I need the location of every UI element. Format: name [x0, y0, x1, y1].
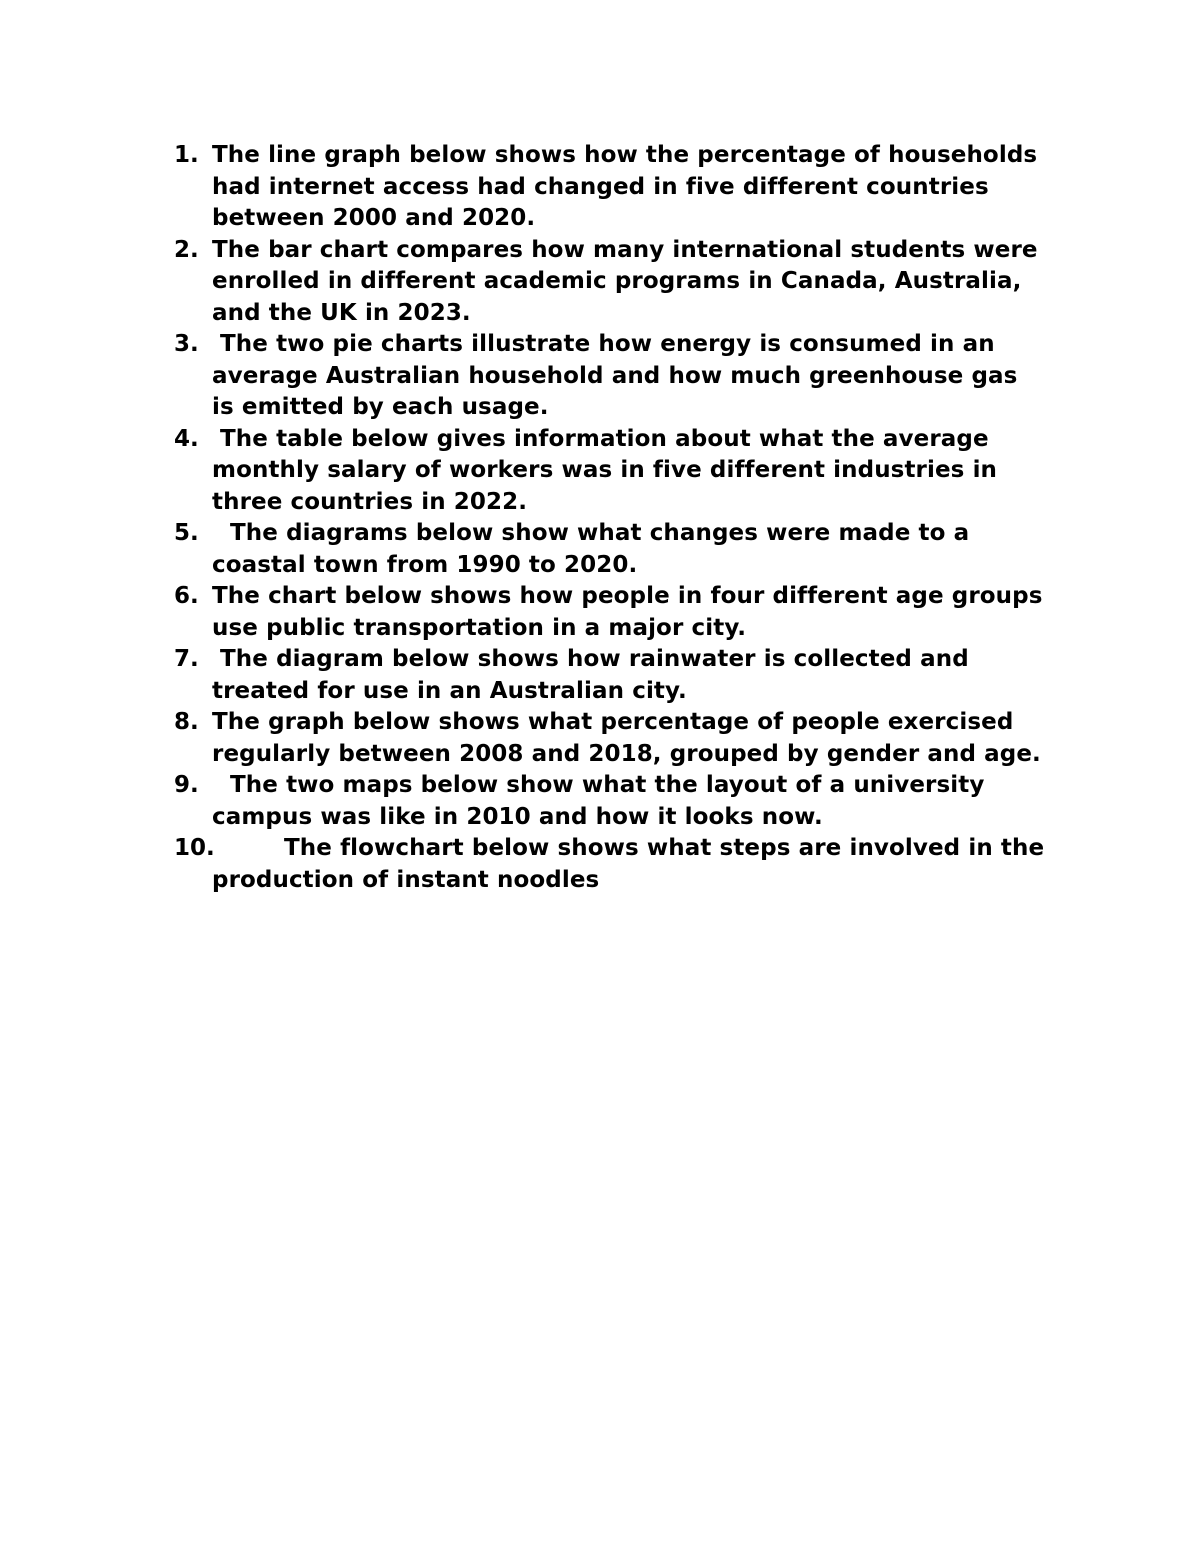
list-item [174, 770, 1074, 833]
list-item-number: 8. [174, 709, 199, 735]
list-item-text: The diagrams below show what changes were made to a coastal town from 1990 to 2020. [212, 520, 970, 578]
list-item-text: The bar chart compares how many international students were enrolled in different academic programs in Canada, Australia, and the UK in 2023. [212, 236, 1038, 326]
list-item [174, 235, 1074, 330]
list-item-text: The diagram below shows how rainwater is collected and treated for use in an Australian city. [212, 646, 969, 704]
list-item [174, 707, 1074, 770]
list-item-number: 9. [174, 772, 199, 798]
task-list [174, 140, 1074, 896]
list-item-number: 10. [174, 835, 215, 861]
list-item [174, 833, 1074, 896]
list-item-text: The line graph below shows how the percentage of households had internet access had changed in five different countries between 2000 and 2020. [212, 142, 1038, 231]
list-item-text: The graph below shows what percentage of people exercised regularly between 2008 and 2018, grouped by gender and age. [212, 709, 1041, 767]
list-item-text: The chart below shows how people in four different age groups use public transportation in a major city. [212, 583, 1043, 641]
list-item-number: 1. [174, 142, 199, 168]
list-item-text: The two pie charts illustrate how energy is consumed in an average Australian household and how much greenhouse gas is emitted by each usage. [212, 331, 1018, 420]
list-item-number: 3. [174, 331, 199, 357]
list-item-number: 5. [174, 520, 199, 546]
list-item [174, 424, 1074, 519]
list-item-number: 7. [174, 646, 199, 672]
list-item [174, 140, 1074, 235]
list-item [174, 329, 1074, 424]
list-item [174, 518, 1074, 581]
list-item-text: The table below gives information about what the average monthly salary of workers was in five different industries in three countries in 2022. [212, 425, 998, 515]
list-item-number: 4. [174, 425, 199, 452]
list-item-number: 2. [174, 236, 199, 263]
list-item-text: The flowchart below shows what steps are involved in the production of instant noodles [212, 835, 1045, 893]
list-item-text: The two maps below show what the layout of a university campus was like in 2010 and how it looks now. [212, 772, 985, 830]
list-item [174, 644, 1074, 707]
list-item-number: 6. [174, 583, 199, 609]
list-item [174, 581, 1074, 644]
